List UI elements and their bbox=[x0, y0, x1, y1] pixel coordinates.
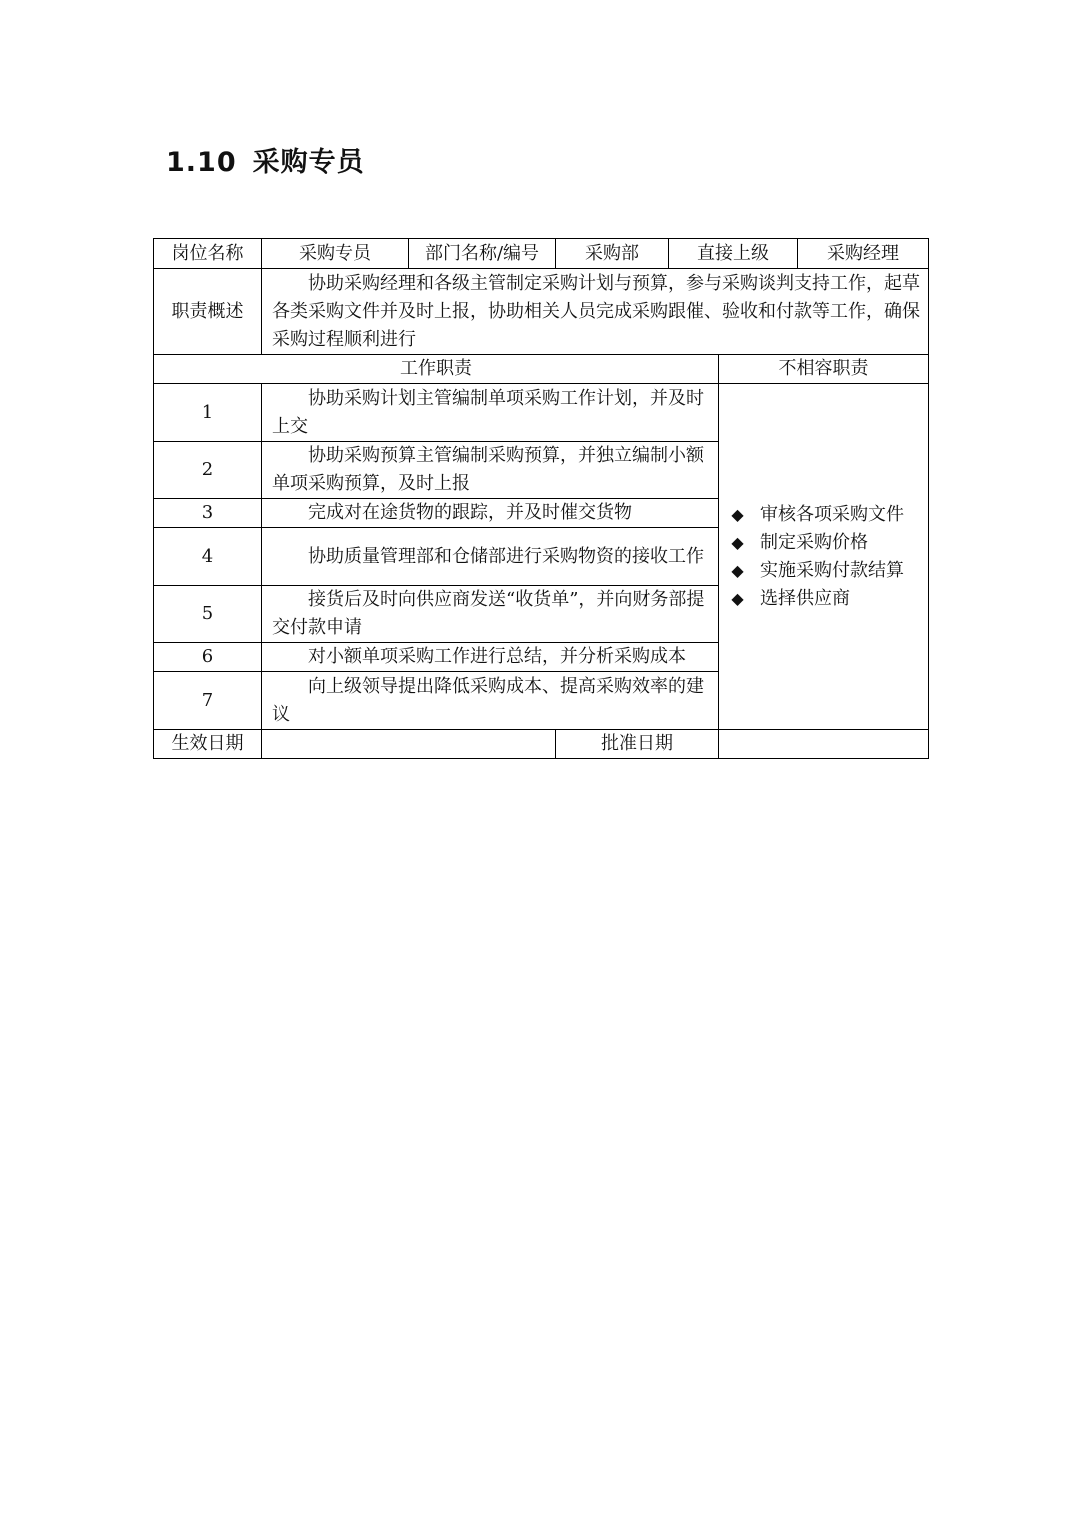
incompatible-item bbox=[731, 557, 928, 585]
section-heading bbox=[166, 140, 365, 179]
duty-text: 协助质量管理部和仓储部进行采购物资的接收工作 bbox=[308, 545, 704, 567]
incompatible-item bbox=[731, 501, 928, 529]
duty-cell bbox=[262, 586, 719, 643]
duty-number: 6 bbox=[154, 643, 262, 672]
incompatible-item-text: 选择供应商 bbox=[760, 587, 850, 609]
job-description-table bbox=[153, 238, 929, 759]
position-label: 岗位名称 bbox=[154, 239, 262, 269]
duty-cell bbox=[262, 643, 719, 672]
approval-date-label: 批准日期 bbox=[556, 730, 719, 759]
diamond-bullet-icon: ◆ bbox=[731, 560, 744, 580]
duty-text: 向上级领导提出降低采购成本、提高采购效率的建议 bbox=[272, 675, 704, 725]
section-title: 采购专员 bbox=[252, 147, 365, 178]
summary-label: 职责概述 bbox=[154, 269, 262, 355]
dept-value: 采购部 bbox=[556, 239, 669, 269]
duty-number: 3 bbox=[154, 499, 262, 528]
summary-cell bbox=[262, 269, 929, 355]
duty-text: 协助采购预算主管编制采购预算，并独立编制小额单项采购预算，及时上报 bbox=[272, 445, 704, 494]
duty-text: 接货后及时向供应商发送“收货单”，并向财务部提交付款申请 bbox=[272, 589, 705, 638]
incompatible-list bbox=[719, 501, 928, 613]
duty-cell bbox=[262, 528, 719, 586]
incompatible-item bbox=[731, 529, 928, 557]
duties-header: 工作职责 bbox=[154, 355, 719, 384]
duty-cell bbox=[262, 384, 719, 442]
duty-number: 5 bbox=[154, 586, 262, 643]
section-number: 1.10 bbox=[166, 147, 237, 178]
duty-row bbox=[154, 384, 929, 442]
duty-number: 4 bbox=[154, 528, 262, 586]
effective-date-value bbox=[262, 730, 556, 759]
header-row bbox=[154, 239, 929, 269]
incompatible-item-text: 审核各项采购文件 bbox=[760, 503, 904, 525]
diamond-bullet-icon: ◆ bbox=[731, 532, 744, 552]
position-value: 采购专员 bbox=[262, 239, 409, 269]
duty-number: 1 bbox=[154, 384, 262, 442]
incompatible-header: 不相容职责 bbox=[719, 355, 929, 384]
approval-date-value bbox=[719, 730, 929, 759]
superior-value: 采购经理 bbox=[798, 239, 929, 269]
incompatible-item-text: 实施采购付款结算 bbox=[760, 559, 904, 581]
duty-number: 7 bbox=[154, 672, 262, 730]
summary-row bbox=[154, 269, 929, 355]
duty-number: 2 bbox=[154, 442, 262, 499]
dept-label: 部门名称/编号 bbox=[409, 239, 556, 269]
section-header-row bbox=[154, 355, 929, 384]
duty-text: 完成对在途货物的跟踪，并及时催交货物 bbox=[308, 502, 632, 523]
duty-text: 协助采购计划主管编制单项采购工作计划，并及时上交 bbox=[272, 387, 704, 437]
effective-date-label: 生效日期 bbox=[154, 730, 262, 759]
diamond-bullet-icon: ◆ bbox=[731, 504, 744, 524]
duty-cell bbox=[262, 442, 719, 499]
footer-row bbox=[154, 730, 929, 759]
incompatible-item-text: 制定采购价格 bbox=[760, 531, 868, 553]
duty-text: 对小额单项采购工作进行总结，并分析采购成本 bbox=[308, 646, 686, 667]
duty-cell bbox=[262, 499, 719, 528]
incompatible-cell bbox=[719, 384, 929, 730]
diamond-bullet-icon: ◆ bbox=[731, 588, 744, 608]
incompatible-item bbox=[731, 585, 928, 613]
duty-cell bbox=[262, 672, 719, 730]
summary-text: 协助采购经理和各级主管制定采购计划与预算，参与采购谈判支持工作，起草各类采购文件并及时上报，协助相关人员完成采购跟催、验收和付款等工作，确保采购过程顺利进行 bbox=[272, 272, 920, 350]
superior-label: 直接上级 bbox=[669, 239, 798, 269]
